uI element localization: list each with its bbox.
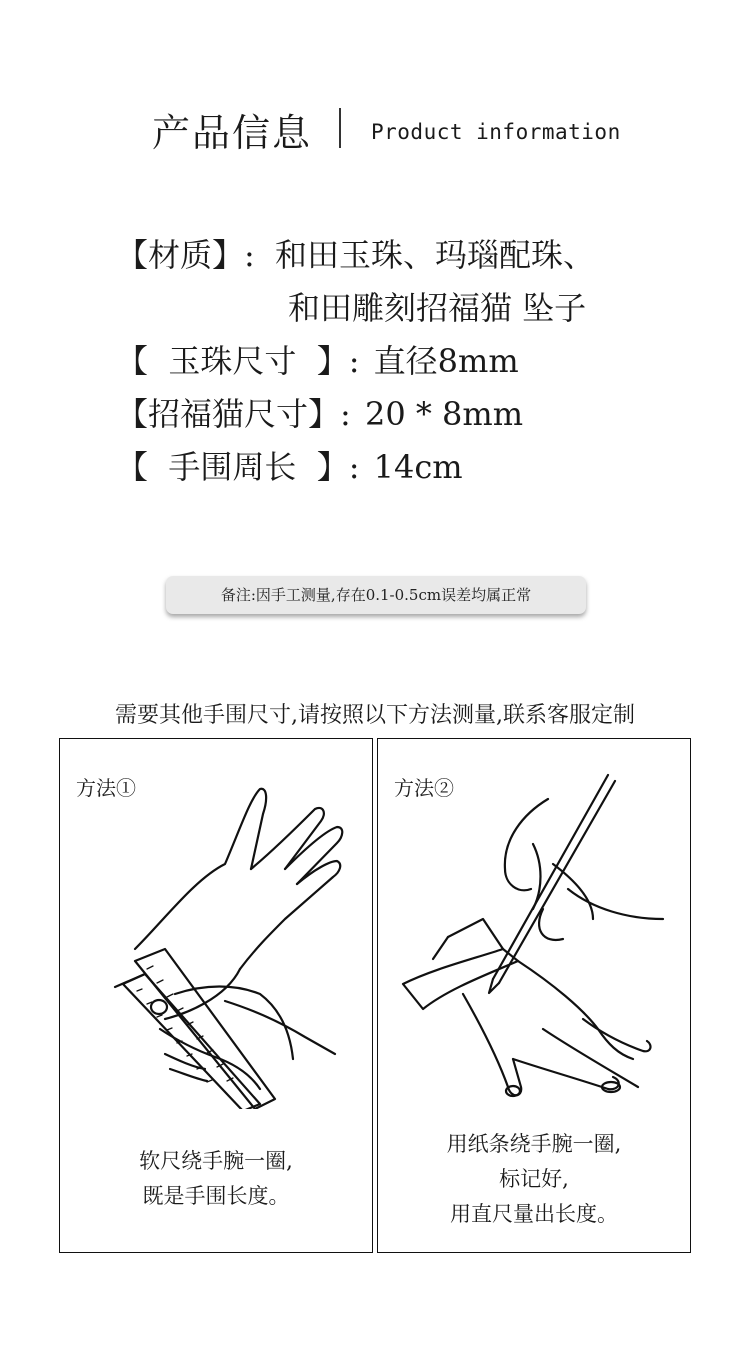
wrist-tape-measure-icon	[75, 769, 359, 1109]
caption-line: 标记好,	[499, 1167, 569, 1191]
caption-line: 用直尺量出长度。	[450, 1202, 618, 1226]
spec-value: 20 * 8mm	[364, 395, 524, 433]
paper-strip-pen-icon	[393, 769, 677, 1109]
spec-cat-size	[116, 389, 523, 435]
spec-wrist-size	[116, 442, 463, 488]
spec-value: 直径8mm	[373, 342, 519, 380]
caption-line: 软尺绕手腕一圈,	[139, 1149, 293, 1173]
spec-value: 和田玉珠、玛瑙配珠、	[274, 236, 595, 274]
spec-material	[116, 230, 595, 276]
measure-instruction: 需要其他手围尺寸,请按照以下方法测量,联系客服定制	[115, 703, 635, 728]
method-title: 方法②	[394, 776, 454, 800]
title-divider	[339, 108, 341, 148]
method-title: 方法①	[76, 776, 136, 800]
spec-value: 和田雕刻招福猫 坠子	[288, 289, 587, 327]
method-panel-2	[377, 738, 691, 1253]
caption-line: 用纸条绕手腕一圈,	[446, 1132, 622, 1156]
spec-value: 14cm	[373, 448, 463, 486]
spec-label: 【材质】:	[116, 236, 255, 274]
title-english: Product information	[371, 120, 621, 144]
header	[0, 100, 750, 160]
spec-material-line2	[288, 283, 586, 329]
method-caption	[378, 1127, 690, 1232]
spec-label: 【招福猫尺寸】:	[116, 395, 351, 433]
spec-label: 【 手围周长 】:	[116, 448, 360, 486]
spec-bead-size	[116, 336, 519, 382]
method-panel-1	[59, 738, 373, 1253]
title-chinese: 产品信息	[152, 111, 313, 155]
spec-label: 【 玉珠尺寸 】:	[116, 342, 360, 380]
note-badge: 备注:因手工测量,存在0.1-0.5cm误差均属正常	[166, 576, 586, 614]
method-caption	[60, 1144, 372, 1214]
caption-line: 既是手围长度。	[142, 1184, 290, 1208]
